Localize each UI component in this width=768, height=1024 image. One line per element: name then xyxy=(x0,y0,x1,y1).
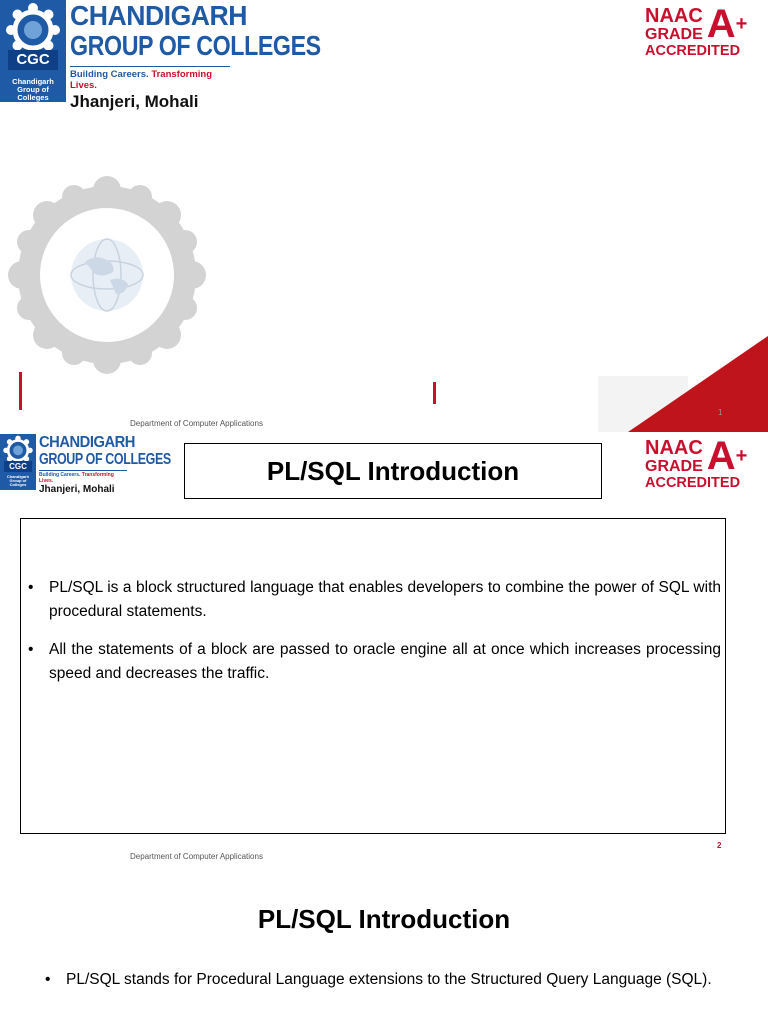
tagline-part1: Building Careers. xyxy=(39,472,81,478)
cgc-emblem-icon xyxy=(0,434,36,490)
naac-logo xyxy=(645,434,748,491)
logo-location: Jhanjeri, Mohali xyxy=(70,92,199,111)
cgc-badge: CGC xyxy=(4,461,32,472)
red-mark-left xyxy=(19,372,22,410)
naac-accredited: ACCREDITED xyxy=(645,475,741,491)
logo-line-chandigarh: CHANDIGARH xyxy=(70,0,248,31)
slide-2 xyxy=(0,432,768,864)
footer-department: Department of Computer Applications xyxy=(130,852,263,861)
naac-accredited: ACCREDITED xyxy=(645,43,741,59)
slide-title: PL/SQL Introduction xyxy=(184,443,602,499)
page-number: 2 xyxy=(717,841,722,850)
naac-logo xyxy=(645,2,748,59)
tagline-part2: Transforming Lives. xyxy=(39,472,114,484)
naac-grade-plus: + xyxy=(735,13,748,35)
cgc-logo xyxy=(0,434,208,495)
naac-grade-label: GRADE xyxy=(645,458,703,475)
bullet-item: • PL/SQL is a block structured language that enables developers to combine the power of SQL with procedural statements. xyxy=(23,576,721,624)
logo-tagline xyxy=(39,470,127,484)
naac-label: NAAC xyxy=(645,437,703,459)
tagline-part1: Building Careers. xyxy=(70,69,149,80)
tagline-part2: Transforming Lives. xyxy=(70,69,213,91)
gear-watermark-icon xyxy=(0,172,220,382)
emblem-caption: Chandigarh Group of Colleges xyxy=(12,77,54,102)
logo-line-group: GROUP OF COLLEGES xyxy=(70,30,321,61)
logo-line-chandigarh: CHANDIGARH xyxy=(39,434,135,451)
slide-title: PL/SQL Introduction xyxy=(257,904,511,934)
logo-tagline xyxy=(70,66,230,91)
logo-location: Jhanjeri, Mohali xyxy=(39,484,115,495)
naac-label: NAAC xyxy=(645,5,703,27)
bullet-list xyxy=(40,968,725,1006)
cgc-badge: CGC xyxy=(8,50,58,70)
slide-3 xyxy=(0,864,768,1024)
content-box xyxy=(20,518,726,834)
naac-grade: A xyxy=(706,2,736,46)
cgc-logo xyxy=(0,0,372,112)
bullet-list xyxy=(23,576,721,700)
cgc-emblem-icon xyxy=(0,0,66,102)
bullet-item: • All the statements of a block are passed to oracle engine all at once which increases processing speed and decreases the traffic. xyxy=(23,638,721,686)
slide-1 xyxy=(0,0,768,432)
red-mark-right xyxy=(433,382,436,404)
footer-department: Department of Computer Applications xyxy=(130,419,263,428)
bullet-item: • PL/SQL stands for Procedural Language extensions to the Structured Query Language (SQL). xyxy=(40,968,725,992)
naac-grade-plus: + xyxy=(735,445,748,467)
naac-grade: A xyxy=(706,434,736,478)
page-number: 1 xyxy=(718,408,723,417)
logo-line-group: GROUP OF COLLEGES xyxy=(39,451,171,468)
red-corner-triangle xyxy=(598,336,768,432)
globe-icon xyxy=(71,239,143,311)
emblem-caption: Chandigarh Group of Colleges xyxy=(6,474,30,488)
naac-grade-label: GRADE xyxy=(645,26,703,43)
